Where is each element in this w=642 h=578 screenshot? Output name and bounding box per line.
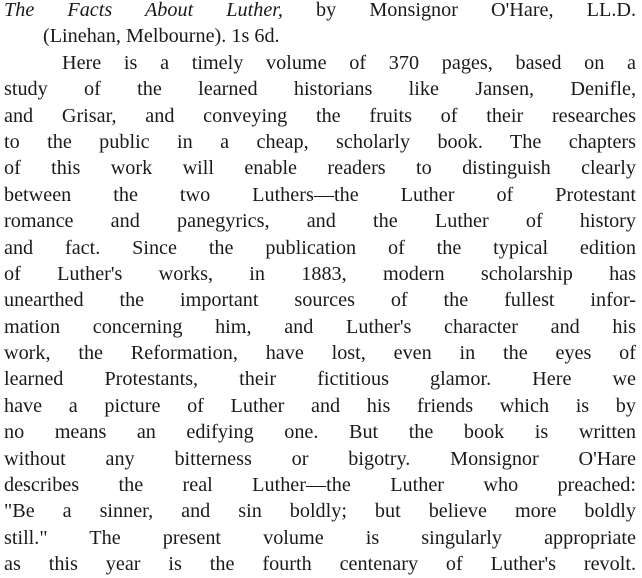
body-line: between the two Luthers—the Luther of Protestant bbox=[4, 183, 636, 206]
body-line: "Be a sinner, and sin boldly; but believe more boldly bbox=[4, 500, 636, 523]
body-line: no means an edifying one. But the book is written bbox=[4, 421, 636, 444]
body-line: learned Protestants, their fictitious glamor. Here we bbox=[4, 368, 636, 391]
book-title: The Facts About Luther, bbox=[4, 0, 283, 21]
body-line: study of the learned historians like Jansen, Denifle, bbox=[4, 78, 636, 101]
body-line: Here is a timely volume of 370 pages, based on a bbox=[62, 51, 636, 74]
body-line: still." The present volume is singularly appropriate bbox=[4, 526, 636, 549]
body-line: and fact. Since the publication of the typical edition bbox=[4, 236, 636, 259]
body-line: romance and panegyrics, and the Luther of history bbox=[4, 210, 636, 233]
review-heading bbox=[4, 0, 636, 23]
body-line: of this work will enable readers to distinguish clearly bbox=[4, 157, 636, 180]
publisher-line: (Linehan, Melbourne). 1s 6d. bbox=[43, 25, 280, 48]
body-line: describes the real Luther—the Luther who preached: bbox=[4, 474, 636, 497]
body-line: mation concerning him, and Luther's character and his bbox=[4, 315, 636, 338]
book-byline: by Monsignor O'Hare, LL.D. bbox=[282, 0, 636, 21]
body-line: unearthed the important sources of the fullest infor- bbox=[4, 289, 636, 312]
body-line: and Grisar, and conveying the fruits of their researches bbox=[4, 104, 636, 127]
body-line: without any bitterness or bigotry. Monsignor O'Hare bbox=[4, 447, 636, 470]
body-line: to the public in a cheap, scholarly book. The chapters bbox=[4, 130, 636, 153]
body-line: work, the Reformation, have lost, even in the eyes of bbox=[4, 342, 636, 365]
body-line: of Luther's works, in 1883, modern scholarship has bbox=[4, 262, 636, 285]
body-line: as this year is the fourth centenary of Luther's revolt. bbox=[4, 553, 636, 576]
body-line: have a picture of Luther and his friends which is by bbox=[4, 394, 636, 417]
